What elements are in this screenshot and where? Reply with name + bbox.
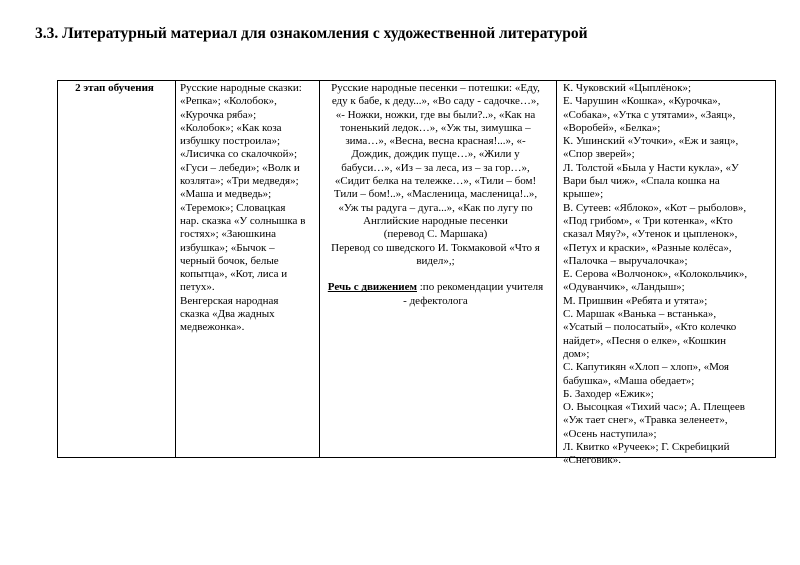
text-line: нар. сказка «У солнышка в — [180, 214, 306, 227]
text-line: Л. Квитко «Ручеек»; Г. Скребицкий — [563, 441, 730, 454]
text-line: тоненький ледок…», «Уж ты, зимушка – — [340, 121, 531, 134]
text-line: (перевод С. Маршака) — [383, 228, 488, 241]
text-line: дом»; — [563, 347, 590, 360]
spacer — [322, 268, 549, 281]
text-line: С. Капутикян «Хлоп – хлоп», «Моя — [563, 361, 729, 374]
text-line: «Спор зверей»; — [563, 148, 635, 161]
text-line: избушку построила»; — [180, 135, 281, 148]
authors-cell — [563, 82, 773, 468]
text-line: Б. Заходер «Ежик»; — [563, 387, 654, 400]
text-line: В. Сутеев: «Яблоко», «Кот – рыболов», — [563, 201, 747, 214]
text-line: Л. Толстой «Была у Насти кукла», «У — [563, 161, 739, 174]
column-divider-1 — [175, 80, 176, 458]
page-title: 3.3. Литературный материал для ознакомления с художественной литературой — [35, 25, 588, 42]
text-line: «Лисичка со скалочкой»; — [180, 148, 298, 161]
stage-cell: 2 этап обучения — [75, 82, 154, 94]
text-line: Венгерская народная — [180, 294, 279, 307]
text-line: «Курочка ряба»; — [180, 108, 257, 121]
text-line: Е. Чарушин «Кошка», «Курочка», — [563, 95, 721, 108]
folk-tales-cell — [180, 82, 320, 335]
text-line: зима…», «Весна, весна красная!...», «- — [345, 135, 526, 148]
text-line: «Уж тает снег», «Травка зеленеет», — [563, 414, 728, 427]
text-line: «Маша и медведь»; — [180, 188, 272, 201]
text-line: еду к бабе, к деду...», «Во саду - садочке…», — [331, 95, 540, 108]
text-line: К. Чуковский «Цыплёнок»; — [563, 82, 692, 94]
text-line: «Уж ты радуга – дуга...», «Как по лугу по — [338, 201, 533, 214]
text-line: М. Пришвин «Ребята и утята»; — [563, 294, 708, 307]
text-line: «Репка»; «Колобок», — [180, 95, 277, 108]
text-line: Перевод со шведского И. Токмаковой «Что я — [331, 241, 540, 254]
text-line: видел»,; — [416, 254, 455, 267]
text-line: «Одуванчик», «Ландыш»; — [563, 281, 685, 294]
text-line: «Осень наступила»; — [563, 427, 657, 440]
text-line: «Усатый – полосатый», «Кто колечко — [563, 321, 737, 334]
movement-line — [322, 281, 549, 294]
text-line: «Палочка – выручалочка»; — [563, 254, 688, 267]
movement-line-end: - дефектолога — [403, 294, 468, 307]
text-line: Русские народные сказки: — [180, 82, 302, 94]
text-line: козлята»; «Три медведя»; — [180, 175, 299, 188]
text-line: Дождик, дождик пуще…», «Жили у — [351, 148, 520, 161]
folk-songs-cell — [322, 82, 549, 308]
movement-label: Речь с движением — [327, 281, 417, 294]
text-line: «Теремок»; Словацкая — [180, 201, 286, 214]
text-line: «Колобок»; «Как коза — [180, 121, 282, 134]
text-line: «Воробей», «Белка»; — [563, 121, 661, 134]
text-line: петух». — [180, 281, 215, 294]
text-line: гостях»; «Заюшкина — [180, 228, 277, 241]
text-line: О. Высоцкая «Тихий час»; А. Плещеев — [563, 401, 745, 414]
text-line: Е. Серова «Волчонок», «Колокольчик», — [563, 268, 748, 281]
text-line: «Под грибом», « Три котенка», «Кто — [563, 214, 733, 227]
table-top-border — [57, 80, 776, 81]
movement-text: :по рекомендации учителя — [417, 281, 544, 294]
text-line: бабуси…», «Из – за леса, из – за гор…», — [341, 161, 530, 174]
text-line: «- Ножки, ножки, где вы были?..», «Как на — [335, 108, 536, 121]
table-right-border — [775, 80, 776, 458]
text-line: бабушка», «Маша обедает»; — [563, 374, 695, 387]
text-line: сказал Мяу?», «Утенок и цыпленок», — [563, 228, 738, 241]
text-line: К. Ушинский «Уточки», «Еж и заяц», — [563, 135, 739, 148]
text-line: найдет», «Песня о елке», «Кошкин — [563, 334, 727, 347]
text-line: копытца», «Кот, лиса и — [180, 268, 288, 281]
text-line: «Гуси – лебеди»; «Волк и — [180, 161, 300, 174]
text-line: Тили – бом!..», «Масленица, масленица!..», — [333, 188, 538, 201]
text-line: Вари был чиж», «Спала кошка на — [563, 175, 720, 188]
text-line: «Петух и краски», «Разные колёса», — [563, 241, 732, 254]
text-line: медвежонка». — [180, 321, 245, 334]
literature-table — [57, 80, 776, 467]
text-line: С. Маршак «Ванька – встанька», — [563, 308, 717, 321]
text-line: сказка «Два жадных — [180, 308, 275, 321]
text-line: Английские народные песенки — [363, 214, 508, 227]
column-divider-3 — [556, 80, 557, 458]
text-line: крыше»; — [563, 188, 604, 201]
text-line: «Сидит белка на тележке…», «Тили – бом! — [334, 175, 537, 188]
text-line: «Снеговик». — [563, 454, 622, 467]
text-line: избушка»; «Бычок – — [180, 241, 275, 254]
text-line: черный бочок, белые — [180, 254, 279, 267]
table-left-border — [57, 80, 58, 458]
text-line: Русские народные песенки – потешки: «Еду, — [331, 82, 540, 94]
text-line: «Собака», «Утка с утятами», «Заяц», — [563, 108, 736, 121]
